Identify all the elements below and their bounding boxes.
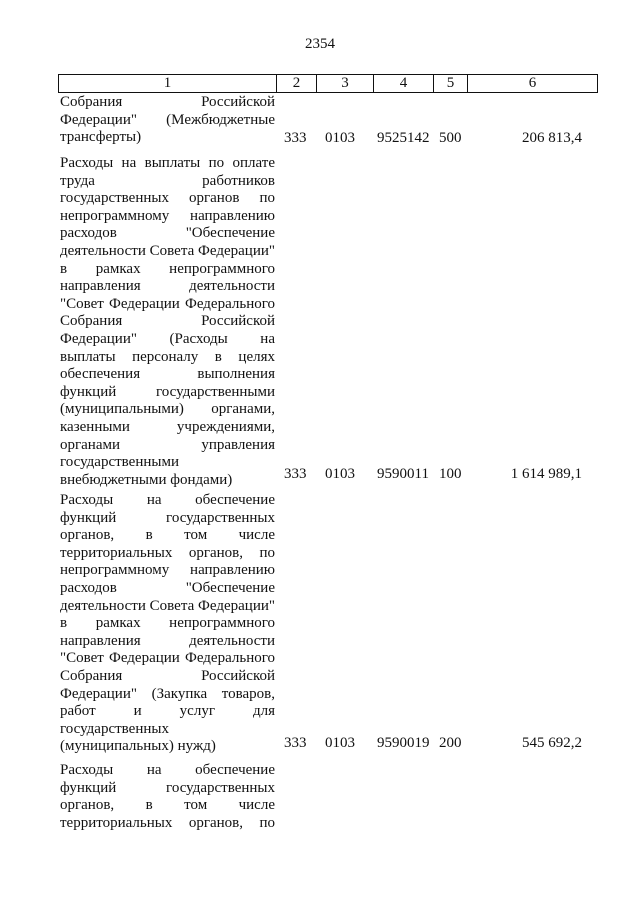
text-line: трансферты) [60,129,142,146]
text-line: деятельности Совета Федерации" [60,242,275,259]
row-1-amount: 206 813,4 [522,130,582,146]
row-2-vr: 100 [439,466,462,482]
page-number: 2354 [305,36,335,52]
text-line: непрограммному направлению [60,562,275,579]
text-line: органов, в том числе [60,797,275,814]
row-2-gr: 333 [284,466,307,482]
text-line: расходов "Обеспечение [60,579,275,596]
header-col-3: 3 [317,75,374,92]
text-line: Расходы на выплаты по оплате [60,155,275,171]
header-col-5: 5 [434,75,468,92]
text-line: обеспечения выполнения [60,366,275,383]
text-line: в рамках непрограммного [60,260,275,277]
row-4-description [60,762,275,832]
text-line: функций государственных [60,779,275,796]
text-line: казенными учреждениями, [60,418,275,435]
text-line: Собрания Российской [60,94,275,110]
text-line: органами управления [60,436,275,453]
row-2-csr: 9590011 [377,466,429,482]
header-col-6: 6 [528,75,537,91]
header-col-1: 1 [59,75,277,92]
header-col-4: 4 [374,75,434,92]
text-line: непрограммному направлению [60,207,275,224]
table-header-row [58,74,598,93]
text-line: расходов "Обеспечение [60,225,275,242]
row-3-amount: 545 692,2 [522,735,582,751]
text-line: работ и услуг для [60,703,275,720]
text-line: территориальных органов, по [60,814,275,831]
text-line: направления деятельности [60,632,275,649]
text-line: направления деятельности [60,278,275,295]
text-line: в рамках непрограммного [60,615,275,632]
text-line: функций государственных [60,509,275,526]
row-1-rz: 0103 [325,130,355,146]
row-2-amount: 1 614 989,1 [510,466,582,482]
text-line: Федерации" (Расходы на [60,330,275,347]
text-line: Собрания Российской [60,667,275,684]
row-3-gr: 333 [284,735,307,751]
header-col-2: 2 [277,75,317,92]
text-line: государственными [60,454,179,471]
text-line: деятельности Совета Федерации" [60,597,275,614]
row-1-gr: 333 [284,130,307,146]
text-line: (муниципальных) нужд) [60,738,216,755]
text-line: территориальных органов, по [60,544,275,561]
row-3-rz: 0103 [325,735,355,751]
text-line: Федерации" (Закупка товаров, [60,685,275,702]
row-1-description [60,94,275,147]
text-line: функций государственными [60,383,275,400]
row-2-description [60,155,275,489]
text-line: "Совет Федерации Федерального [60,295,275,312]
text-line: Расходы на обеспечение [60,492,275,508]
row-3-description [60,492,275,756]
text-line: органов, в том числе [60,527,275,544]
text-line: государственных органов по [60,190,275,207]
text-line: выплаты персоналу в целях [60,348,275,365]
text-line: "Совет Федерации Федерального [60,650,275,667]
text-line: Федерации" (Межбюджетные [60,111,275,128]
row-2-rz: 0103 [325,466,355,482]
text-line: Расходы на обеспечение [60,762,275,778]
row-3-csr: 9590019 [377,735,430,751]
text-line: (муниципальными) органами, [60,401,275,418]
text-line: Собрания Российской [60,313,275,330]
row-3-vr: 200 [439,735,462,751]
row-1-vr: 500 [439,130,462,146]
text-line: внебюджетными фондами) [60,471,233,488]
row-1-csr: 9525142 [377,130,430,146]
text-line: государственных [60,720,169,737]
text-line: труда работников [60,172,275,189]
